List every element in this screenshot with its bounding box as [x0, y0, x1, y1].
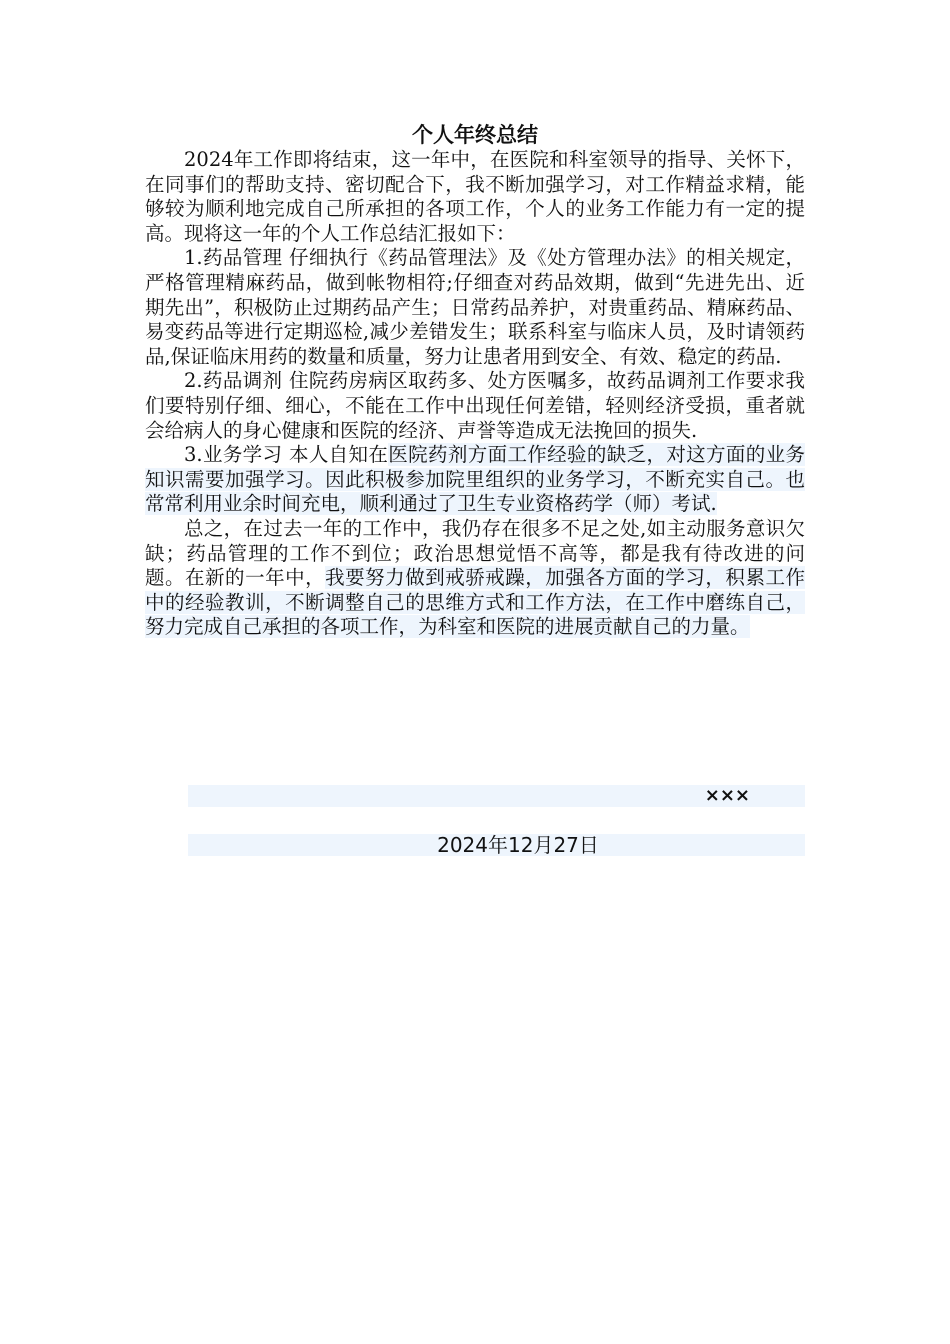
signature-date: 2024年12月27日 — [437, 833, 599, 857]
paragraph-conclusion-text: 总之，在过去一年的工作中，我仍存在很多不足之处,如主动服务意识欠缺；药品管理的工作不到位；政治思想觉悟不高等，都是我有待改进的问题。在新的一年中， — [145, 516, 805, 590]
paragraph-intro — [145, 148, 805, 246]
document-title: 个人年终总结 — [412, 123, 538, 147]
paragraph-drug-management-text: 1.药品管理 仔细执行《药品管理法》及《处方管理办法》的相关规定，严格管理精麻药品，做到帐物相符;仔细查对药品效期，做到“先进先出、近期先出”，积极防止过期药品产生；日常药品养护，对贵重药品、精麻药品、易变药品等进行定期巡检,减少差错发生；联系科室与临床人员，及时请领药品,保证临床用药的数量和质量，努力让患者用到安全、有效、稳定的药品. — [145, 246, 805, 368]
document-body — [145, 148, 805, 640]
paragraph-professional-study-highlight: 医院药剂方面工作经验的缺乏，对这方面的业务知识需要加强学习。因此积极参加院里组织的业务学习，不断充实自己。也常常利用业余时间充电，顺利通过了卫生专业资格药学（师）考试. — [145, 443, 805, 516]
paragraph-drug-dispensing-text: 2.药品调剂 住院药房病区取药多、处方医嘱多，故药品调剂工作要求我们要特别仔细、细心，不能在工作中出现任何差错，轻则经济受损，重者就会给病人的身心健康和医院的经济、声誉等造成无法挽回的损失. — [145, 369, 805, 442]
paragraph-professional-study — [145, 443, 805, 517]
paragraph-conclusion — [145, 517, 805, 640]
paragraph-intro-text: 2024年工作即将结束，这一年中，在医院和科室领导的指导、关怀下，在同事们的帮助支持、密切配合下，我不断加强学习，对工作精益求精，能够较为顺利地完成自己所承担的各项工作，个人的业务工作能力有一定的提高。现将这一年的个人工作总结汇报如下： — [145, 148, 805, 245]
paragraph-drug-management — [145, 246, 805, 369]
paragraph-conclusion-highlight: 我要努力做到戒骄戒躁，加强各方面的学习，积累工作中的经验教训，不断调整自己的思维方式和工作方法，在工作中磨练自己，努力完成自己承担的各项工作，为科室和医院的进展贡献自己的力量。 — [145, 566, 805, 639]
paragraph-professional-study-text: 3.业务学习 本人自知在 — [184, 443, 389, 467]
paragraph-drug-dispensing — [145, 369, 805, 443]
signature-name: ××× — [704, 785, 750, 806]
